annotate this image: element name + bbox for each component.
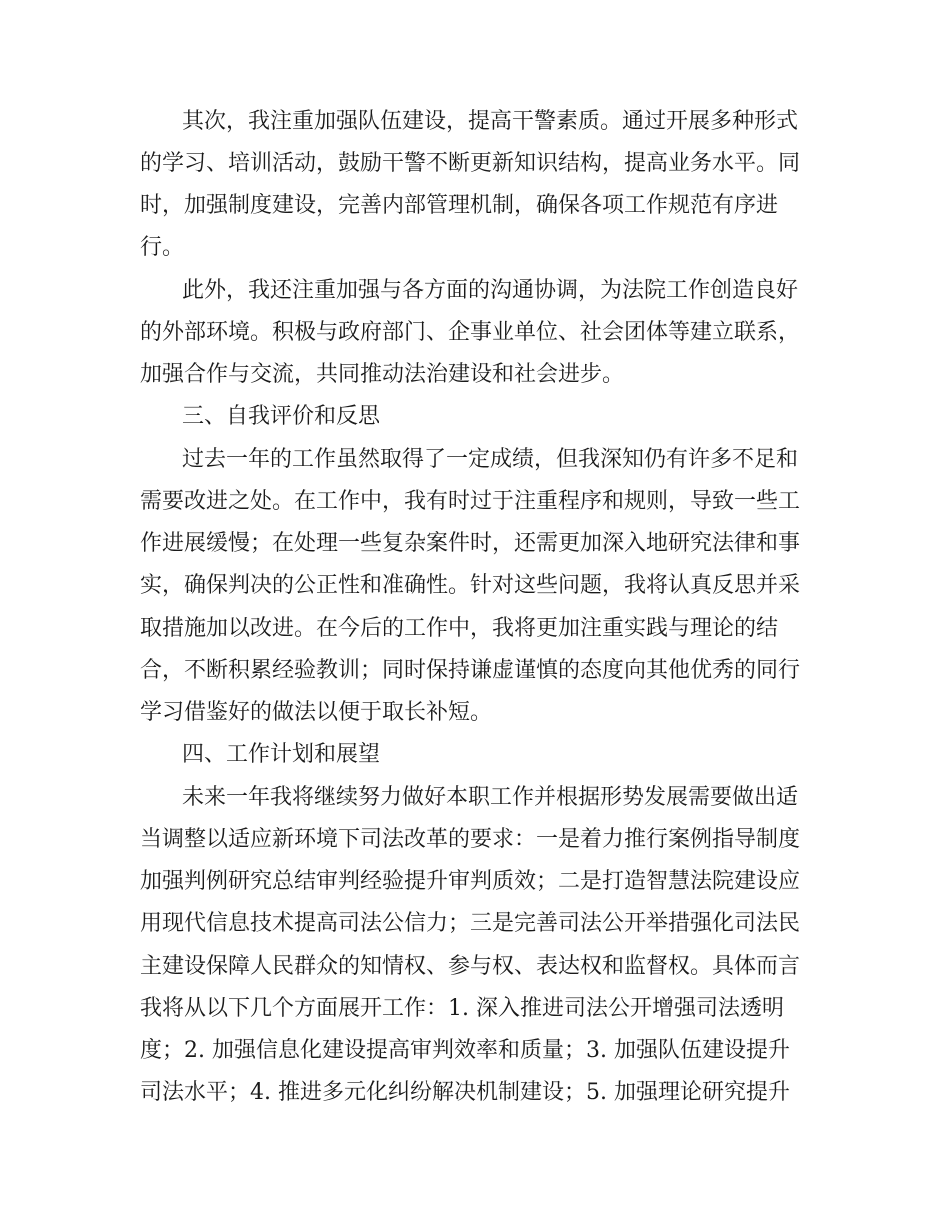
paragraph-line: 用现代信息技术提高司法公信力；三是完善司法公开举措强化司法民 xyxy=(140,911,801,936)
paragraph-line: 度；2. 加强信息化建设提高审判效率和质量；3. 加强队伍建设提升 xyxy=(140,1038,790,1063)
paragraph-line: 未来一年我将继续努力做好本职工作并根据形势发展需要做出适 xyxy=(182,785,799,810)
paragraph-line: 的外部环境。积极与政府部门、企事业单位、社会团体等建立联系， xyxy=(140,320,801,345)
paragraph-line: 过去一年的工作虽然取得了一定成绩，但我深知仍有许多不足和 xyxy=(182,447,799,472)
paragraph-line: 合，不断积累经验教训；同时保持谦虚谨慎的态度向其他优秀的同行 xyxy=(140,658,801,683)
paragraph-line: 加强判例研究总结审判经验提升审判质效；二是打造智慧法院建设应 xyxy=(140,869,801,894)
paragraph-line: 作进展缓慢；在处理一些复杂案件时，还需更加深入地研究法律和事 xyxy=(140,531,801,556)
paragraph-line: 司法水平；4. 推进多元化纠纷解决机制建设；5. 加强理论研究提升 xyxy=(140,1080,790,1105)
section-heading: 四、工作计划和展望 xyxy=(182,742,381,767)
paragraph-line: 取措施加以改进。在今后的工作中，我将更加注重实践与理论的结 xyxy=(140,616,779,641)
paragraph-line: 其次，我注重加强队伍建设，提高干警素质。通过开展多种形式 xyxy=(182,109,799,134)
section-heading: 三、自我评价和反思 xyxy=(182,404,381,429)
paragraph-line: 主建设保障人民群众的知情权、参与权、表达权和监督权。具体而言 xyxy=(140,954,801,979)
paragraph-line: 行。 xyxy=(140,235,185,260)
paragraph-line: 当调整以适应新环境下司法改革的要求：一是着力推行案例指导制度 xyxy=(140,827,801,852)
paragraph-line: 时，加强制度建设，完善内部管理机制，确保各项工作规范有序进 xyxy=(140,193,779,218)
paragraph-line: 加强合作与交流，共同推动法治建设和社会进步。 xyxy=(140,362,625,387)
paragraph-line: 实，确保判决的公正性和准确性。针对这些问题，我将认真反思并采 xyxy=(140,573,801,598)
paragraph-line: 此外，我还注重加强与各方面的沟通协调，为法院工作创造良好 xyxy=(182,278,799,303)
paragraph-line: 的学习、培训活动，鼓励干警不断更新知识结构，提高业务水平。同 xyxy=(140,151,801,176)
paragraph-line: 学习借鉴好的做法以便于取长补短。 xyxy=(140,700,493,725)
paragraph-line: 我将从以下几个方面展开工作：1. 深入推进司法公开增强司法透明 xyxy=(140,996,784,1021)
paragraph-line: 需要改进之处。在工作中，我有时过于注重程序和规则，导致一些工 xyxy=(140,489,801,514)
